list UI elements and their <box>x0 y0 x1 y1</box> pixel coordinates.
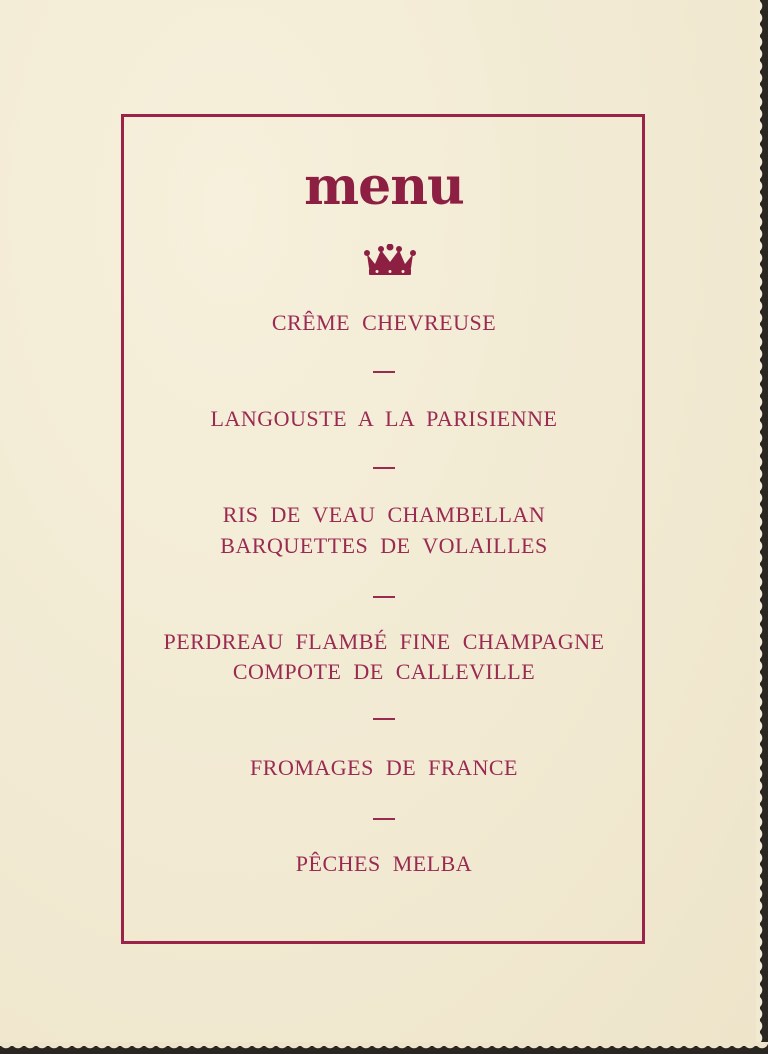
course-cheese: FROMAGES DE FRANCE <box>250 755 518 780</box>
course-separator <box>373 718 395 720</box>
course-sweetbread-side: BARQUETTES DE VOLAILLES <box>220 533 548 558</box>
course-dessert: PÊCHES MELBA <box>295 851 473 876</box>
course-separator <box>373 818 395 820</box>
crown-icon <box>363 244 417 278</box>
course-separator <box>373 371 395 373</box>
course-separator <box>373 467 395 469</box>
menu-title: menu <box>304 156 464 217</box>
course-partridge: PERDREAU FLAMBÉ FINE CHAMPAGNE <box>163 629 605 654</box>
course-sweetbread: RIS DE VEAU CHAMBELLAN <box>222 502 546 527</box>
course-soup: CRÊME CHEVREUSE <box>271 310 497 335</box>
course-lobster: LANGOUSTE A LA PARISIENNE <box>210 406 558 431</box>
course-partridge-side: COMPOTE DE CALLEVILLE <box>232 659 536 684</box>
scalloped-edge-bottom <box>0 1042 768 1054</box>
course-separator <box>373 596 395 598</box>
